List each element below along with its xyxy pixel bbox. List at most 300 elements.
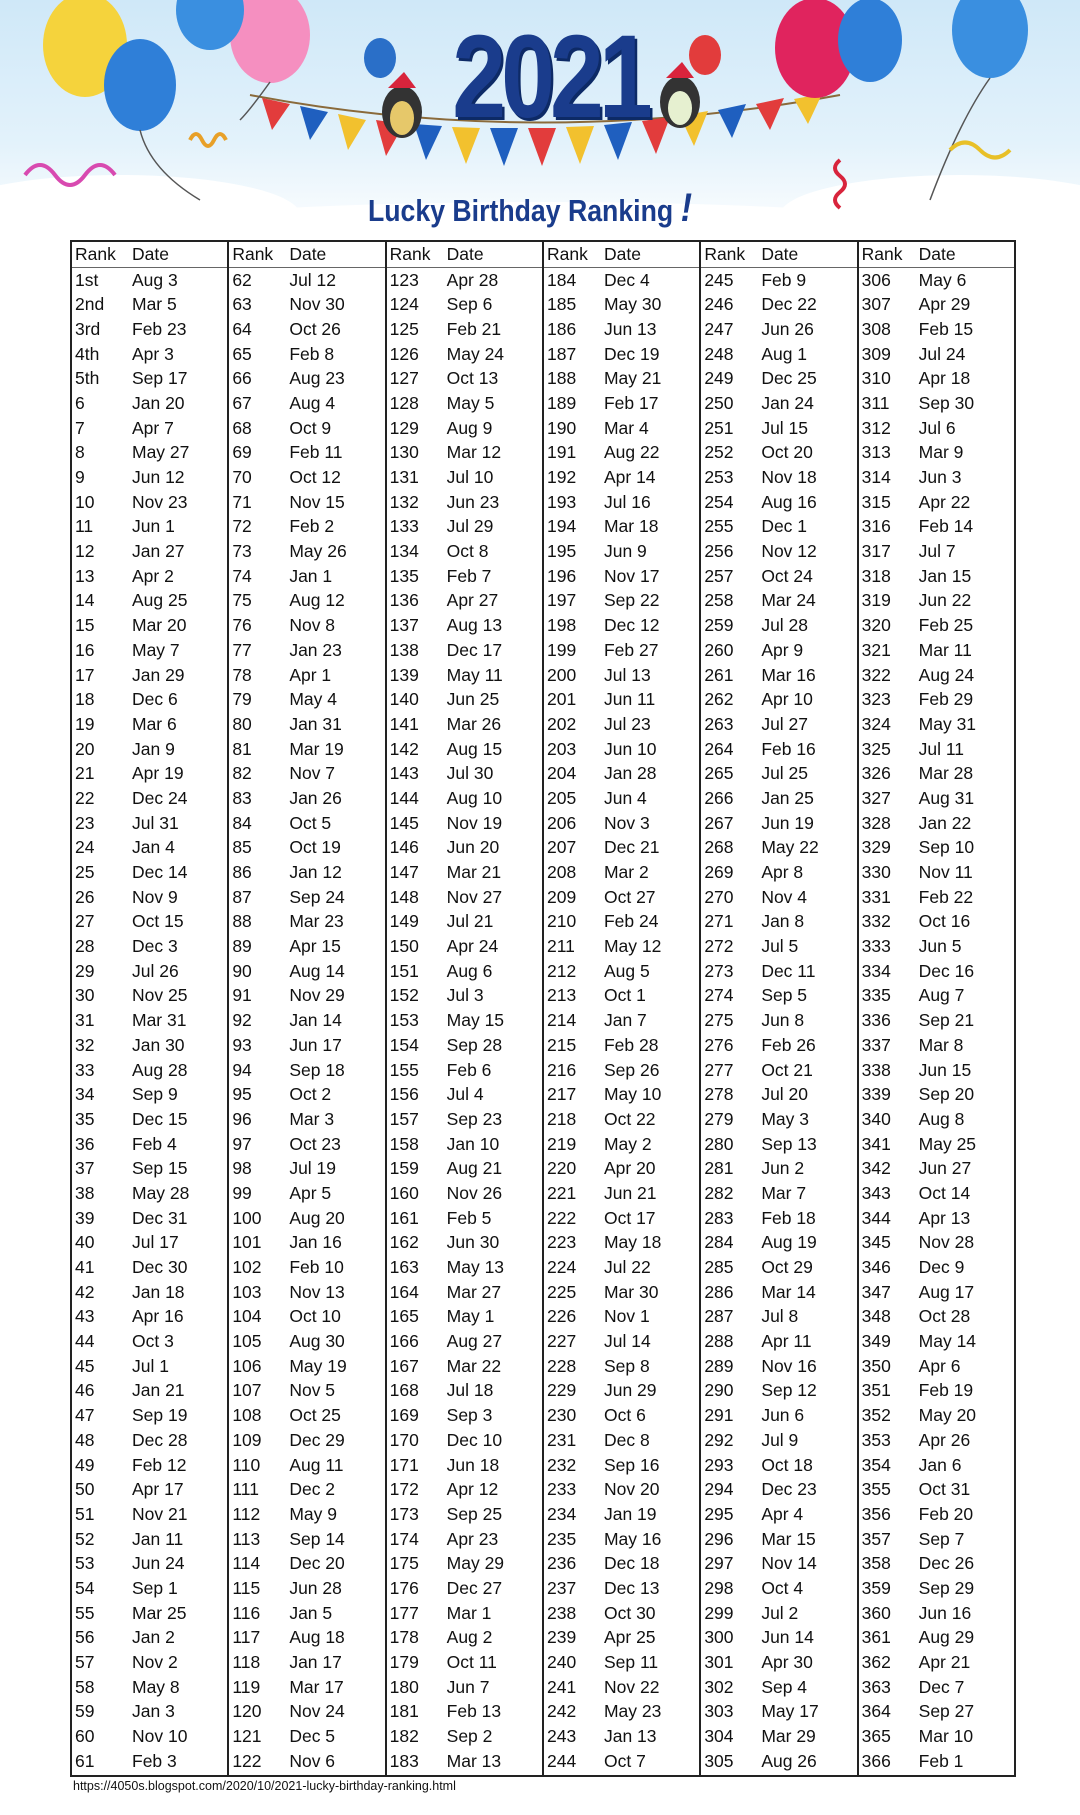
- table-row: [859, 984, 1014, 1009]
- date-cell: Jul 22: [603, 1257, 651, 1278]
- date-cell: Jan 15: [918, 565, 972, 586]
- date-cell: Mar 26: [446, 713, 502, 734]
- rank-cell: 361: [861, 1627, 891, 1648]
- date-cell: Sep 10: [918, 837, 975, 858]
- date-cell: Apr 16: [132, 1306, 184, 1327]
- date-cell: Apr 8: [761, 862, 804, 883]
- rank-cell: 256: [704, 541, 734, 562]
- rank-cell: 301: [704, 1652, 734, 1673]
- table-row: [859, 1206, 1014, 1231]
- date-cell: Jul 15: [761, 417, 809, 438]
- date-cell: Sep 25: [446, 1503, 503, 1524]
- date-cell: May 4: [289, 689, 337, 710]
- table-row: [544, 1008, 699, 1033]
- table-row: [859, 860, 1014, 885]
- date-header: Date: [132, 243, 169, 264]
- rank-cell: 264: [704, 738, 734, 759]
- table-row: [859, 1231, 1014, 1256]
- rank-cell: 32: [75, 1034, 95, 1055]
- table-row: [544, 934, 699, 959]
- rank-cell: 30: [75, 985, 95, 1006]
- date-cell: Jun 24: [132, 1553, 185, 1574]
- table-row: [701, 786, 856, 811]
- table-row: [701, 317, 856, 342]
- rank-cell: 304: [704, 1726, 734, 1747]
- rank-cell: 326: [861, 763, 891, 784]
- rank-cell: 183: [389, 1750, 419, 1771]
- rank-cell: 83: [232, 787, 252, 808]
- rank-cell: 50: [75, 1479, 95, 1500]
- date-cell: Oct 13: [446, 368, 499, 389]
- table-row: [387, 1008, 542, 1033]
- rank-cell: 21: [75, 763, 95, 784]
- date-cell: Jul 28: [761, 615, 809, 636]
- table-row: [387, 589, 542, 614]
- table-row: [701, 441, 856, 466]
- header-banner: [0, 0, 1080, 240]
- date-cell: Feb 15: [918, 318, 974, 339]
- table-row: [544, 885, 699, 910]
- table-row: [229, 712, 384, 737]
- table-row: [544, 441, 699, 466]
- table-row: [72, 811, 227, 836]
- table-row: [229, 564, 384, 589]
- rank-cell: 124: [389, 294, 419, 315]
- date-cell: Oct 30: [603, 1602, 656, 1623]
- date-cell: Aug 11: [289, 1454, 344, 1475]
- table-row: [387, 1132, 542, 1157]
- rank-cell: 66: [232, 368, 252, 389]
- table-row: [72, 1551, 227, 1576]
- table-row: [544, 1477, 699, 1502]
- rank-cell: 366: [861, 1750, 891, 1771]
- table-row: [701, 1551, 856, 1576]
- date-cell: Mar 23: [289, 911, 344, 932]
- rank-cell: 10: [75, 491, 95, 512]
- table-row: [859, 786, 1014, 811]
- date-cell: Apr 27: [446, 590, 499, 611]
- table-row: [72, 366, 227, 391]
- rank-cell: 123: [389, 269, 419, 290]
- table-row: [229, 292, 384, 317]
- table-row: [72, 292, 227, 317]
- rank-cell: 267: [704, 812, 734, 833]
- rank-header: Rank: [389, 243, 431, 264]
- rank-cell: 201: [546, 689, 577, 710]
- date-cell: Mar 27: [446, 1281, 502, 1302]
- rank-cell: 25: [75, 862, 95, 883]
- table-row: [701, 515, 856, 540]
- table-row: [544, 860, 699, 885]
- table-row: [859, 416, 1014, 441]
- date-cell: May 17: [761, 1701, 819, 1722]
- rank-cell: 255: [704, 516, 734, 537]
- rank-cell: 259: [704, 615, 734, 636]
- rank-cell: 269: [704, 862, 734, 883]
- rank-cell: 59: [75, 1701, 95, 1722]
- date-cell: Aug 3: [132, 269, 178, 290]
- rank-cell: 161: [389, 1207, 419, 1228]
- rank-cell: 92: [232, 1010, 252, 1031]
- date-cell: Feb 25: [918, 615, 974, 636]
- table-row: [859, 1082, 1014, 1107]
- rank-cell: 144: [389, 787, 419, 808]
- date-cell: Apr 7: [132, 417, 174, 438]
- table-row: [387, 1576, 542, 1601]
- rank-cell: 235: [546, 1528, 577, 1549]
- table-row: [72, 564, 227, 589]
- date-cell: Aug 22: [603, 442, 660, 463]
- rank-cell: 151: [389, 960, 419, 981]
- table-row: [387, 539, 542, 564]
- table-row: [859, 342, 1014, 367]
- table-row: [387, 1305, 542, 1330]
- table-header-row: [387, 242, 542, 268]
- date-cell: Feb 13: [446, 1701, 502, 1722]
- table-row: [387, 836, 542, 861]
- table-header-row: [701, 242, 856, 268]
- table-row: [544, 1181, 699, 1206]
- date-cell: Oct 9: [289, 417, 332, 438]
- rank-cell: 282: [704, 1182, 734, 1203]
- date-cell: Oct 26: [289, 318, 341, 339]
- rank-cell: 310: [861, 368, 891, 389]
- page-subtitle: [358, 186, 702, 231]
- date-cell: Jun 4: [603, 787, 647, 808]
- rank-cell: 219: [546, 1133, 577, 1154]
- date-cell: Nov 16: [761, 1355, 817, 1376]
- rank-cell: 230: [546, 1405, 577, 1426]
- table-row: [72, 860, 227, 885]
- rank-cell: 40: [75, 1232, 95, 1253]
- date-cell: Mar 30: [603, 1281, 659, 1302]
- table-row: [229, 268, 384, 293]
- date-cell: Jul 11: [918, 738, 965, 759]
- date-cell: May 12: [603, 936, 662, 957]
- date-cell: May 30: [603, 294, 662, 315]
- date-cell: Feb 17: [603, 392, 659, 413]
- date-cell: Dec 6: [132, 689, 178, 710]
- date-cell: Sep 18: [289, 1059, 345, 1080]
- rank-cell: 331: [861, 886, 891, 907]
- table-row: [544, 391, 699, 416]
- date-cell: Dec 26: [918, 1553, 975, 1574]
- rank-cell: 159: [389, 1158, 419, 1179]
- rank-header: Rank: [861, 243, 903, 264]
- rank-cell: 236: [546, 1553, 577, 1574]
- date-cell: May 16: [603, 1528, 662, 1549]
- table-row: [387, 1749, 542, 1774]
- rank-cell: 61: [75, 1750, 95, 1771]
- date-cell: May 28: [132, 1182, 190, 1203]
- date-cell: Jun 22: [918, 590, 972, 611]
- rank-cell: 224: [546, 1257, 577, 1278]
- date-cell: Jan 3: [132, 1701, 175, 1722]
- table-row: [859, 539, 1014, 564]
- date-cell: May 29: [446, 1553, 505, 1574]
- date-cell: May 27: [132, 442, 190, 463]
- date-cell: Feb 19: [918, 1380, 974, 1401]
- rank-cell: 118: [232, 1652, 261, 1673]
- rank-cell: 153: [389, 1010, 419, 1031]
- table-row: [701, 1231, 856, 1256]
- rank-cell: 286: [704, 1281, 734, 1302]
- table-row: [544, 268, 699, 293]
- rank-cell: 34: [75, 1084, 95, 1105]
- table-row: [859, 1132, 1014, 1157]
- table-row: [387, 811, 542, 836]
- table-row: [544, 416, 699, 441]
- rank-cell: 292: [704, 1429, 734, 1450]
- date-cell: Sep 22: [603, 590, 660, 611]
- rank-cell: 202: [546, 713, 577, 734]
- table-row: [72, 663, 227, 688]
- rank-cell: 3rd: [75, 318, 101, 339]
- rank-cell: 239: [546, 1627, 577, 1648]
- rank-cell: 131: [389, 467, 419, 488]
- rank-cell: 185: [546, 294, 577, 315]
- date-cell: Nov 20: [603, 1479, 660, 1500]
- date-cell: Sep 5: [761, 985, 808, 1006]
- date-cell: Dec 19: [603, 343, 660, 364]
- rank-header: Rank: [704, 243, 746, 264]
- rank-cell: 119: [232, 1676, 261, 1697]
- date-cell: Apr 21: [918, 1652, 971, 1673]
- date-cell: Nov 17: [603, 565, 660, 586]
- date-cell: Feb 21: [446, 318, 502, 339]
- date-cell: Dec 20: [289, 1553, 345, 1574]
- date-cell: Oct 20: [761, 442, 813, 463]
- date-cell: Sep 9: [132, 1084, 178, 1105]
- date-cell: Dec 10: [446, 1429, 503, 1450]
- date-cell: Feb 4: [132, 1133, 177, 1154]
- table-row: [859, 638, 1014, 663]
- rank-cell: 103: [232, 1281, 262, 1302]
- table-row: [229, 737, 384, 762]
- date-cell: Feb 29: [918, 689, 974, 710]
- rank-cell: 309: [861, 343, 891, 364]
- table-row: [229, 934, 384, 959]
- date-cell: Nov 23: [132, 491, 188, 512]
- table-row: [544, 1700, 699, 1725]
- table-row: [387, 1206, 542, 1231]
- table-row: [859, 292, 1014, 317]
- date-cell: Jan 4: [132, 837, 175, 858]
- table-row: [229, 589, 384, 614]
- table-row: [229, 441, 384, 466]
- table-row: [859, 1749, 1014, 1774]
- date-cell: May 21: [603, 368, 662, 389]
- date-cell: Feb 14: [918, 516, 974, 537]
- date-cell: Aug 27: [446, 1331, 503, 1352]
- rank-cell: 156: [389, 1084, 419, 1105]
- table-row: [859, 885, 1014, 910]
- table-row: [701, 1329, 856, 1354]
- rank-cell: 76: [232, 615, 252, 636]
- date-header: Date: [289, 243, 327, 264]
- rank-cell: 51: [75, 1503, 95, 1524]
- table-row: [229, 1724, 384, 1749]
- date-cell: Dec 16: [918, 960, 975, 981]
- table-row: [72, 1749, 227, 1774]
- rank-cell: 328: [861, 812, 891, 833]
- rank-cell: 143: [389, 763, 419, 784]
- rank-cell: 105: [232, 1331, 262, 1352]
- table-row: [701, 1305, 856, 1330]
- date-cell: Apr 26: [918, 1429, 971, 1450]
- rank-cell: 116: [232, 1602, 261, 1623]
- rank-cell: 73: [232, 541, 252, 562]
- date-cell: Jul 16: [603, 491, 651, 512]
- date-cell: Mar 1: [446, 1602, 492, 1623]
- table-row: [859, 1181, 1014, 1206]
- rank-cell: 94: [232, 1059, 252, 1080]
- table-row: [544, 366, 699, 391]
- table-row: [229, 1305, 384, 1330]
- rank-cell: 291: [704, 1405, 734, 1426]
- date-cell: Apr 14: [603, 467, 656, 488]
- rank-cell: 207: [546, 837, 577, 858]
- rank-cell: 247: [704, 318, 734, 339]
- rank-header: Rank: [232, 243, 274, 264]
- date-cell: Apr 30: [761, 1652, 813, 1673]
- table-row: [859, 1675, 1014, 1700]
- rank-cell: 204: [546, 763, 577, 784]
- rank-cell: 48: [75, 1429, 95, 1450]
- date-cell: Jul 31: [132, 812, 179, 833]
- date-cell: Jan 9: [132, 738, 175, 759]
- rank-cell: 42: [75, 1281, 95, 1302]
- table-row: [859, 1453, 1014, 1478]
- table-row: [72, 910, 227, 935]
- table-row: [544, 761, 699, 786]
- table-row: [544, 1650, 699, 1675]
- date-cell: Nov 5: [289, 1380, 336, 1401]
- rank-cell: 62: [232, 269, 252, 290]
- date-cell: Aug 16: [761, 491, 817, 512]
- date-cell: Nov 21: [132, 1503, 188, 1524]
- date-cell: Feb 26: [761, 1034, 816, 1055]
- date-cell: Mar 31: [132, 1010, 187, 1031]
- date-cell: Apr 20: [603, 1158, 656, 1179]
- rank-cell: 155: [389, 1059, 419, 1080]
- rank-cell: 248: [704, 343, 734, 364]
- rank-cell: 91: [232, 985, 252, 1006]
- table-row: [701, 416, 856, 441]
- rank-cell: 243: [546, 1726, 577, 1747]
- rank-cell: 137: [389, 615, 419, 636]
- table-row: [229, 416, 384, 441]
- rank-cell: 31: [75, 1010, 95, 1031]
- table-row: [701, 1428, 856, 1453]
- table-row: [229, 613, 384, 638]
- rank-cell: 104: [232, 1306, 262, 1327]
- table-row: [72, 441, 227, 466]
- rank-cell: 157: [389, 1108, 419, 1129]
- table-row: [387, 1082, 542, 1107]
- rank-cell: 140: [389, 689, 419, 710]
- date-cell: May 5: [446, 392, 495, 413]
- rank-cell: 120: [232, 1701, 262, 1722]
- rank-cell: 19: [75, 713, 95, 734]
- table-row: [72, 1008, 227, 1033]
- table-row: [859, 687, 1014, 712]
- subtitle-text: Lucky Birthday Ranking: [367, 193, 674, 228]
- date-cell: Jan 19: [603, 1503, 657, 1524]
- date-cell: Oct 21: [761, 1059, 813, 1080]
- rank-cell: 317: [861, 541, 891, 562]
- rank-cell: 327: [861, 787, 891, 808]
- table-row: [72, 934, 227, 959]
- date-cell: Jan 31: [289, 713, 342, 734]
- rank-cell: 198: [546, 615, 577, 636]
- date-cell: Jul 29: [446, 516, 494, 537]
- ranking-column: [387, 242, 544, 1775]
- date-cell: Oct 4: [761, 1577, 804, 1598]
- rank-cell: 95: [232, 1084, 252, 1105]
- table-row: [387, 663, 542, 688]
- rank-cell: 283: [704, 1207, 734, 1228]
- rank-cell: 232: [546, 1454, 577, 1475]
- table-row: [72, 1280, 227, 1305]
- rank-cell: 294: [704, 1479, 734, 1500]
- date-cell: Jul 7: [918, 541, 956, 562]
- date-cell: Oct 28: [918, 1306, 971, 1327]
- rank-cell: 194: [546, 516, 577, 537]
- rank-cell: 169: [389, 1405, 419, 1426]
- date-cell: Mar 3: [289, 1108, 335, 1129]
- rank-cell: 332: [861, 911, 891, 932]
- rank-cell: 18: [75, 689, 95, 710]
- table-row: [544, 1354, 699, 1379]
- rank-cell: 355: [861, 1479, 891, 1500]
- date-cell: Apr 24: [446, 936, 499, 957]
- date-cell: Nov 27: [446, 886, 503, 907]
- date-cell: Nov 13: [289, 1281, 345, 1302]
- rank-cell: 5th: [75, 368, 100, 389]
- rank-cell: 23: [75, 812, 95, 833]
- rank-cell: 106: [232, 1355, 262, 1376]
- date-header: Date: [761, 243, 799, 264]
- date-cell: Oct 10: [289, 1306, 341, 1327]
- table-row: [701, 1453, 856, 1478]
- table-row: [72, 317, 227, 342]
- date-cell: Oct 19: [289, 837, 341, 858]
- date-cell: Sep 19: [132, 1405, 188, 1426]
- rank-cell: 281: [704, 1158, 734, 1179]
- rank-cell: 288: [704, 1331, 734, 1352]
- rank-cell: 33: [75, 1059, 95, 1080]
- date-cell: Apr 10: [761, 689, 813, 710]
- date-cell: Jan 1: [289, 565, 333, 586]
- table-row: [859, 712, 1014, 737]
- table-row: [387, 1280, 542, 1305]
- rank-cell: 296: [704, 1528, 734, 1549]
- table-row: [859, 1502, 1014, 1527]
- rank-cell: 134: [389, 541, 419, 562]
- table-row: [544, 342, 699, 367]
- table-row: [859, 1477, 1014, 1502]
- date-cell: Jul 27: [761, 713, 809, 734]
- table-row: [72, 1354, 227, 1379]
- table-row: [229, 1626, 384, 1651]
- date-cell: Jun 27: [918, 1158, 972, 1179]
- rank-cell: 352: [861, 1405, 891, 1426]
- rank-cell: 359: [861, 1577, 891, 1598]
- table-row: [859, 391, 1014, 416]
- rank-cell: 297: [704, 1553, 734, 1574]
- rank-cell: 364: [861, 1701, 891, 1722]
